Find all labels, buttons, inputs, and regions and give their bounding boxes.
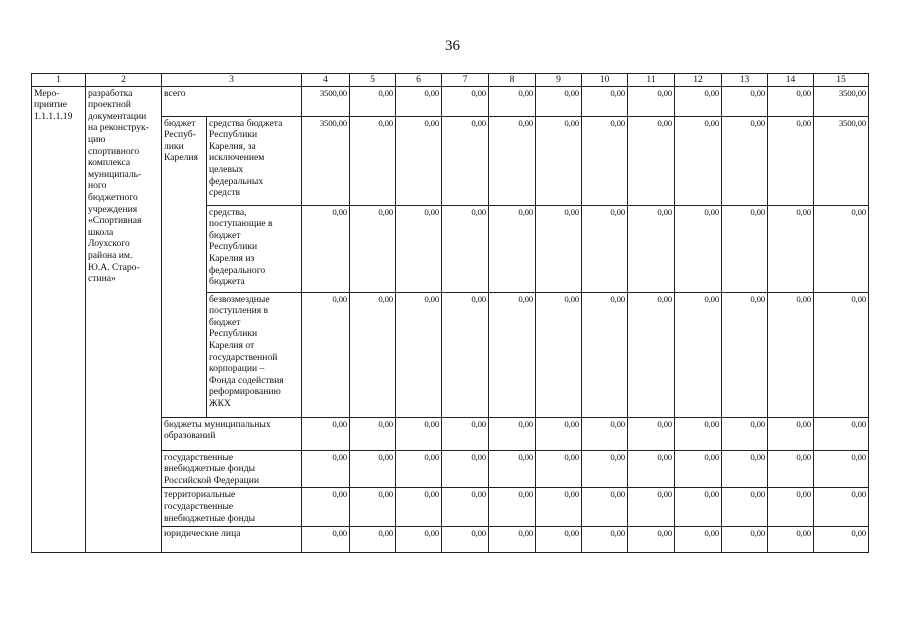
measure-description-line: Ю.А. Старо-	[88, 261, 140, 273]
amount-cell: 0,00	[582, 292, 628, 417]
amount-cell: 0,00	[489, 527, 536, 553]
funding-source-line: целевых	[209, 163, 244, 175]
column-number: 1	[32, 74, 86, 87]
measure-description-line: ного	[88, 180, 107, 192]
amount-cell: 0,00	[396, 450, 442, 488]
amount-cell: 0,00	[350, 450, 396, 488]
funding-source-line: бюджета	[209, 276, 245, 288]
amount-cell: 0,00	[442, 292, 489, 417]
amount-cell: 0,00	[442, 527, 489, 553]
amount-cell: 0,00	[350, 527, 396, 553]
funding-source-line: корпорации –	[209, 363, 265, 375]
amount-cell: 0,00	[768, 417, 814, 450]
amount-cell: 0,00	[722, 527, 768, 553]
table-row	[32, 86, 869, 116]
amount-cell: 0,00	[628, 292, 675, 417]
measure-description-line: бюджетного	[88, 191, 138, 203]
measure-description-line: спортивного	[88, 145, 140, 157]
measure-description-line: муниципаль-	[88, 168, 142, 180]
funding-source-label	[207, 116, 302, 205]
amount-cell: 0,00	[768, 86, 814, 116]
funding-source-line: федерального	[209, 264, 266, 276]
funding-source-line: Республики	[209, 241, 258, 253]
funding-source-line: территориальные	[164, 489, 236, 501]
amount-cell: 0,00	[396, 116, 442, 205]
amount-cell: 0,00	[628, 86, 675, 116]
amount-cell: 0,00	[722, 116, 768, 205]
amount-cell: 0,00	[675, 292, 722, 417]
column-number: 4	[302, 74, 350, 87]
amount-cell: 0,00	[628, 205, 675, 292]
amount-cell: 0,00	[396, 86, 442, 116]
measure-description-line: комплекса	[88, 157, 131, 169]
funding-source-label	[162, 86, 302, 116]
amount-cell: 0,00	[350, 292, 396, 417]
funding-source-label	[162, 450, 302, 488]
amount-cell: 0,00	[536, 205, 582, 292]
column-number-row	[32, 74, 869, 87]
column-number: 10	[582, 74, 628, 87]
funding-source-line: всего	[164, 87, 186, 99]
page-number: 36	[445, 38, 460, 54]
funding-source-label	[162, 527, 302, 553]
amount-cell: 0,00	[768, 450, 814, 488]
amount-cell: 0,00	[722, 205, 768, 292]
funding-source-line: образований	[164, 430, 216, 442]
amount-cell: 0,00	[536, 417, 582, 450]
amount-cell: 0,00	[628, 527, 675, 553]
funding-group-line: бюджет	[164, 117, 196, 129]
measure-description-line: Лоухского	[88, 238, 130, 250]
amount-cell: 0,00	[489, 417, 536, 450]
amount-cell: 0,00	[582, 417, 628, 450]
amount-cell: 0,00	[536, 292, 582, 417]
amount-cell: 0,00	[536, 450, 582, 488]
funding-source-line: Республики	[209, 328, 258, 340]
measure-description	[86, 86, 162, 553]
amount-cell: 0,00	[350, 488, 396, 527]
funding-source-line: средства бюджета	[209, 117, 283, 129]
funding-source-line: Карелия из	[209, 252, 255, 264]
measure-description-line: разработка	[88, 87, 133, 99]
funding-source-line: государственной	[209, 351, 278, 363]
amount-cell: 0,00	[768, 488, 814, 527]
measure-description-line: «Спортивная	[88, 215, 142, 227]
amount-cell: 0,00	[536, 116, 582, 205]
amount-cell: 0,00	[302, 488, 350, 527]
amount-cell: 0,00	[722, 86, 768, 116]
amount-cell: 0,00	[722, 488, 768, 527]
funding-source-line: средств	[209, 187, 241, 199]
amount-cell: 0,00	[722, 417, 768, 450]
amount-cell: 0,00	[814, 205, 869, 292]
funding-source-line: поступающие в	[209, 218, 273, 230]
funding-source-line: юридические лица	[164, 528, 241, 540]
measure-description-line: на реконструк-	[88, 122, 149, 134]
measure-description-line: документации	[88, 110, 147, 122]
measure-code	[32, 86, 86, 553]
amount-cell: 3500,00	[302, 116, 350, 205]
amount-cell: 0,00	[396, 205, 442, 292]
amount-cell: 0,00	[489, 488, 536, 527]
amount-cell: 0,00	[302, 292, 350, 417]
measure-code-line: 1.1.1.1.19	[34, 110, 73, 122]
amount-cell: 0,00	[489, 292, 536, 417]
column-number: 14	[768, 74, 814, 87]
amount-cell: 0,00	[814, 292, 869, 417]
amount-cell: 0,00	[489, 450, 536, 488]
amount-cell: 0,00	[675, 205, 722, 292]
amount-cell: 3500,00	[814, 86, 869, 116]
funding-source-line: Фонда содействия	[209, 374, 284, 386]
amount-cell: 0,00	[489, 116, 536, 205]
funding-source-label	[162, 417, 302, 450]
funding-group-line: Респуб-	[164, 129, 196, 141]
amount-cell: 0,00	[814, 527, 869, 553]
funding-group-label	[162, 116, 207, 417]
amount-cell: 0,00	[350, 417, 396, 450]
table-body	[32, 86, 869, 553]
column-number: 12	[675, 74, 722, 87]
funding-source-line: государственные	[164, 500, 234, 512]
amount-cell: 0,00	[722, 292, 768, 417]
amount-cell: 0,00	[628, 116, 675, 205]
funding-source-line: бюджеты муниципальных	[164, 418, 271, 430]
funding-source-line: реформированию	[209, 386, 281, 398]
measure-description-line: стина»	[88, 273, 116, 285]
funding-source-line: Российской Федерации	[164, 474, 259, 486]
funding-source-line: ЖКХ	[209, 397, 231, 409]
measure-code-line: приятие	[34, 99, 68, 111]
funding-source-line: Республики	[209, 129, 258, 141]
amount-cell: 0,00	[582, 86, 628, 116]
amount-cell: 0,00	[582, 205, 628, 292]
column-number: 13	[722, 74, 768, 87]
measure-description-line: цию	[88, 133, 106, 145]
amount-cell: 0,00	[675, 116, 722, 205]
amount-cell: 0,00	[582, 450, 628, 488]
amount-cell: 0,00	[582, 116, 628, 205]
amount-cell: 0,00	[768, 292, 814, 417]
funding-source-line: Карелия, за	[209, 140, 256, 152]
funding-source-line: поступления в	[209, 305, 269, 317]
amount-cell: 0,00	[722, 450, 768, 488]
amount-cell: 0,00	[442, 116, 489, 205]
funding-group-line: лики	[164, 140, 184, 152]
funding-source-line: средства,	[209, 206, 247, 218]
funding-source-line: государственные	[164, 451, 234, 463]
amount-cell: 0,00	[814, 488, 869, 527]
amount-cell: 0,00	[396, 417, 442, 450]
amount-cell: 3500,00	[302, 86, 350, 116]
amount-cell: 0,00	[442, 488, 489, 527]
funding-source-line: бюджет	[209, 316, 241, 328]
funding-source-line: бюджет	[209, 229, 241, 241]
amount-cell: 0,00	[582, 527, 628, 553]
column-number: 9	[536, 74, 582, 87]
funding-source-line: Карелия от	[209, 339, 255, 351]
amount-cell: 0,00	[489, 205, 536, 292]
funding-source-line: федеральных	[209, 175, 264, 187]
amount-cell: 0,00	[675, 450, 722, 488]
amount-cell: 0,00	[582, 488, 628, 527]
column-number: 2	[86, 74, 162, 87]
column-number: 15	[814, 74, 869, 87]
amount-cell: 0,00	[675, 417, 722, 450]
funding-source-label	[162, 488, 302, 527]
amount-cell: 0,00	[302, 205, 350, 292]
measure-description-line: района им.	[88, 249, 133, 261]
funding-source-label	[207, 205, 302, 292]
funding-source-line: безвозмездные	[209, 293, 270, 305]
amount-cell: 0,00	[350, 205, 396, 292]
measure-code-line: Меро-	[34, 87, 60, 99]
amount-cell: 0,00	[536, 527, 582, 553]
funding-source-label	[207, 292, 302, 417]
amount-cell: 0,00	[768, 527, 814, 553]
amount-cell: 0,00	[442, 417, 489, 450]
column-number: 7	[442, 74, 489, 87]
measure-description-line: проектной	[88, 99, 131, 111]
funding-group-line: Карелия	[164, 152, 198, 164]
amount-cell: 3500,00	[814, 116, 869, 205]
amount-cell: 0,00	[489, 86, 536, 116]
amount-cell: 0,00	[814, 450, 869, 488]
amount-cell: 0,00	[442, 450, 489, 488]
amount-cell: 0,00	[768, 116, 814, 205]
amount-cell: 0,00	[675, 86, 722, 116]
column-number: 8	[489, 74, 536, 87]
amount-cell: 0,00	[628, 417, 675, 450]
amount-cell: 0,00	[396, 527, 442, 553]
funding-source-line: внебюджетные фонды	[164, 463, 256, 475]
amount-cell: 0,00	[442, 205, 489, 292]
amount-cell: 0,00	[302, 450, 350, 488]
amount-cell: 0,00	[350, 116, 396, 205]
amount-cell: 0,00	[350, 86, 396, 116]
amount-cell: 0,00	[628, 488, 675, 527]
amount-cell: 0,00	[396, 488, 442, 527]
column-number: 11	[628, 74, 675, 87]
amount-cell: 0,00	[675, 527, 722, 553]
funding-source-line: внебюджетные фонды	[164, 512, 256, 524]
column-number: 3	[162, 74, 302, 87]
column-number: 6	[396, 74, 442, 87]
amount-cell: 0,00	[302, 527, 350, 553]
measure-description-line: учреждения	[88, 203, 138, 215]
amount-cell: 0,00	[536, 488, 582, 527]
amount-cell: 0,00	[814, 417, 869, 450]
amount-cell: 0,00	[768, 205, 814, 292]
measure-description-line: школа	[88, 226, 114, 238]
amount-cell: 0,00	[442, 86, 489, 116]
column-number: 5	[350, 74, 396, 87]
funding-source-line: исключением	[209, 152, 265, 164]
amount-cell: 0,00	[396, 292, 442, 417]
amount-cell: 0,00	[302, 417, 350, 450]
amount-cell: 0,00	[628, 450, 675, 488]
amount-cell: 0,00	[675, 488, 722, 527]
budget-table	[31, 73, 869, 553]
amount-cell: 0,00	[536, 86, 582, 116]
